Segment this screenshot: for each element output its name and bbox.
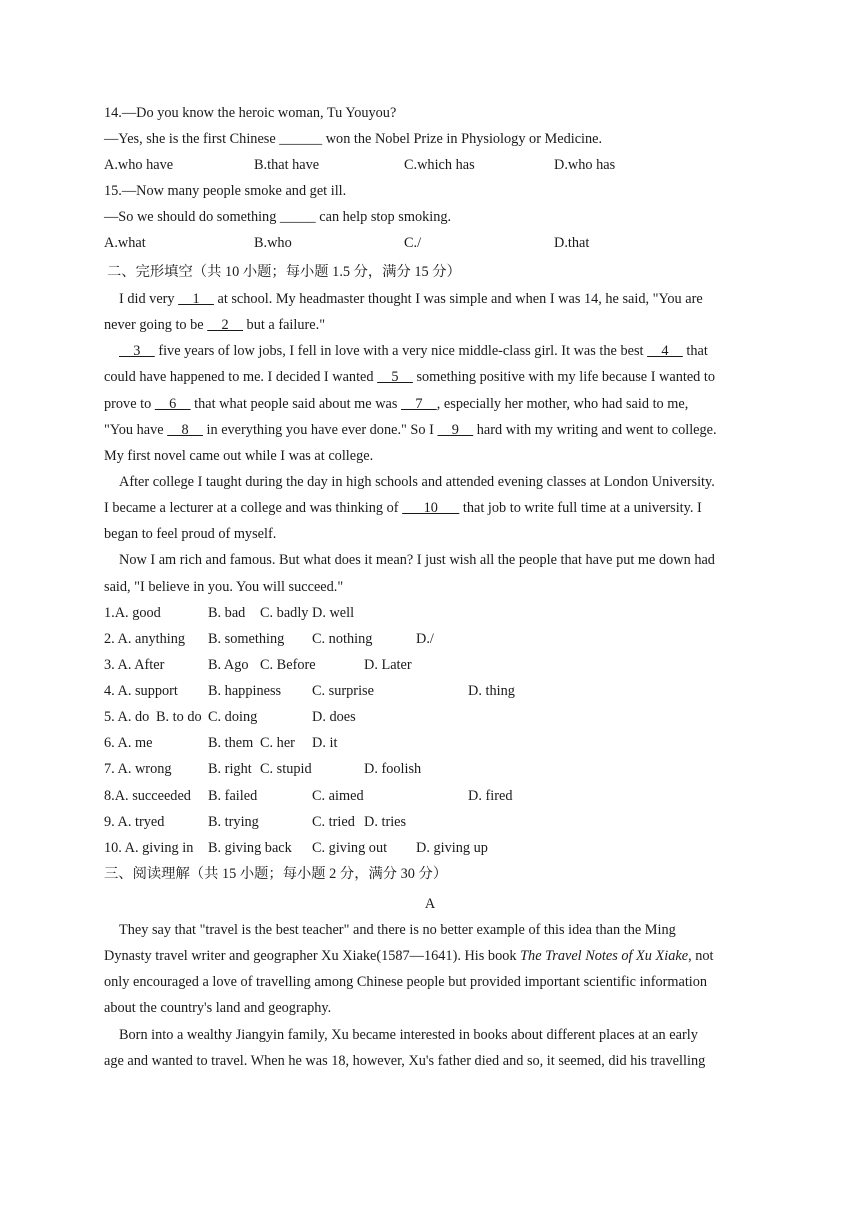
cloze-option: C. giving out [312,840,388,856]
q14-option-b: B.that have [254,157,320,173]
cloze-p4-line2: said, "I believe in you. You will succeed." [104,579,344,595]
cloze-p1-line1: I did very 1 at school. My headmaster thought I was simple and when I was 14, he said, "You are [119,291,703,307]
q15-option-c: C./ [404,235,422,251]
cloze-p3-line1: After college I taught during the day in high schools and attended evening classes at London University. [119,474,715,490]
cloze-option: D. thing [468,683,515,699]
cloze-p3-line3: began to feel proud of myself. [104,526,277,542]
reading-p1-line4: about the country's land and geography. [104,1000,332,1016]
cloze-p2-line5: My first novel came out while I was at college. [104,448,374,464]
cloze-option: 10. A. giving in [104,840,194,856]
cloze-p2-line1: 3 five years of low jobs, I fell in love with a very nice middle-class girl. It was the best 4 that [119,343,708,359]
book-title: The Travel Notes of Xu Xiake [520,948,689,964]
cloze-option: B. them [208,735,254,751]
cloze-option: 3. A. After [104,657,165,673]
cloze-option: D. giving up [416,840,488,856]
blank-7: 7 [401,396,437,412]
passage-label: A [424,896,436,912]
cloze-option: D. fired [468,788,513,804]
q15-option-a: A.what [104,235,146,251]
q14-option-a: A.who have [104,157,174,173]
reading-p1-line1: They say that "travel is the best teacher" and there is no better example of this idea than the Ming [119,922,676,938]
cloze-option: B. happiness [208,683,282,699]
cloze-p2-line2: could have happened to me. I decided I wanted 5 something positive with my life because I wanted to [104,369,716,385]
q15-option-b: B.who [254,235,292,251]
cloze-option: D. does [312,709,356,725]
cloze-option: C. tried [312,814,355,830]
cloze-option: D. it [312,735,338,751]
cloze-option: C. doing [208,709,258,725]
cloze-option: D. tries [364,814,407,830]
cloze-option: 7. A. wrong [104,761,172,777]
cloze-section-heading: 二、完形填空（共 10 小题；每小题 1.5 分，满分 15 分） [107,264,461,280]
blank-4: 4 [647,343,683,359]
cloze-option: B. Ago [208,657,249,673]
cloze-option: 4. A. support [104,683,178,699]
cloze-option: C. her [260,735,295,751]
cloze-option: B. something [208,631,285,647]
cloze-option: B. giving back [208,840,292,856]
cloze-p1-line2: never going to be 2 but a failure." [104,317,326,333]
reading-p1-line2: Dynasty travel writer and geographer Xu Xiake(1587—1641). His book The Travel Notes of Xu Xiake, not [104,948,714,964]
blank-2: 2 [207,317,243,333]
q15-stem: 15.—Now many people smoke and get ill. [104,183,347,199]
cloze-option: D. foolish [364,761,422,777]
cloze-option: B. to do [156,709,202,725]
cloze-option: 8.A. succeeded [104,788,191,804]
cloze-option: C. aimed [312,788,364,804]
cloze-p2-line3: prove to 6 that what people said about me was 7 , especially her mother, who had said to me, [104,396,689,412]
cloze-option: B. bad [208,605,246,621]
blank-6: 6 [154,396,191,412]
q14-stem: 14.—Do you know the heroic woman, Tu Youyou? [104,105,397,121]
cloze-option: 6. A. me [104,735,153,751]
blank-5: 5 [377,369,413,385]
q14-option-c: C.which has [404,157,475,173]
reading-p2-line1: Born into a wealthy Jiangyin family, Xu became interested in books about different places at an early [119,1027,698,1043]
blank-10: 10 [402,500,460,516]
cloze-option: B. right [208,761,252,777]
cloze-option: B. failed [208,788,258,804]
q15-option-d: D.that [554,235,590,251]
q14-option-d: D.who has [554,157,616,173]
cloze-option: B. trying [208,814,259,830]
cloze-option: D. well [312,605,355,621]
reading-p2-line2: age and wanted to travel. When he was 18, however, Xu's father died and so, it seemed, did his travelling [104,1053,706,1069]
cloze-option: C. nothing [312,631,373,647]
blank-8: 8 [167,422,203,438]
cloze-p3-line2: I became a lecturer at a college and was thinking of 10 that job to write full time at a university. I [104,500,702,516]
cloze-option: C. badly [260,605,309,621]
blank-1: 1 [178,291,214,307]
blank-9: 9 [437,422,474,438]
q15-reply: —So we should do something _____ can help stop smoking. [104,209,452,225]
cloze-option: D. Later [364,657,412,673]
cloze-option: C. stupid [260,761,312,777]
blank-3: 3 [119,343,155,359]
cloze-option: C. Before [260,657,316,673]
reading-p1-line3: only encouraged a love of travelling among Chinese people but provided important scientific information [104,974,708,990]
cloze-option: C. surprise [312,683,374,699]
reading-section-heading: 三、阅读理解（共 15 小题；每小题 2 分，满分 30 分） [104,866,448,882]
cloze-p2-line4: "You have 8 in everything you have ever done." So I 9 hard with my writing and went to college. [104,422,717,438]
cloze-option: 5. A. do [104,709,150,725]
cloze-option: D./ [416,631,434,647]
cloze-p4-line1: Now I am rich and famous. But what does it mean? I just wish all the people that have put me down had [119,552,715,568]
q14-reply: —Yes, she is the first Chinese ______ won the Nobel Prize in Physiology or Medicine. [104,131,603,147]
cloze-option: 9. A. tryed [104,814,165,830]
cloze-option: 1.A. good [104,605,161,621]
cloze-option: 2. A. anything [104,631,186,647]
